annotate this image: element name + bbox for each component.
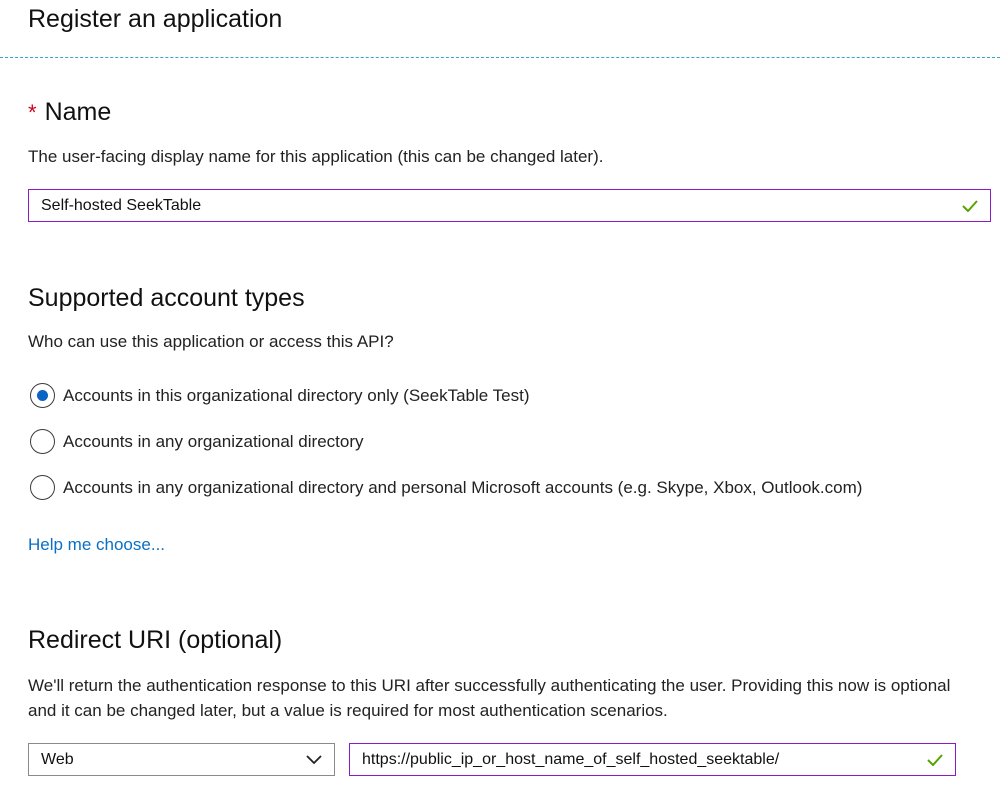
radio-label: Accounts in any organizational directory and personal Microsoft accounts (e.g. Skype, Xbox, Outlook.com)	[63, 477, 863, 497]
radio-button[interactable]	[30, 429, 55, 454]
required-mark: *	[28, 100, 37, 125]
redirect-description: We'll return the authentication response to this URI after successfully authenticating the user. Providing this now is optional and it can be changed later, but a value is required for most authentication scenarios.	[28, 676, 951, 720]
redirect-heading: Redirect URI (optional)	[28, 626, 283, 654]
redirect-uri-input[interactable]	[349, 743, 956, 776]
page-title: Register an application	[28, 5, 283, 33]
platform-select-value: Web	[41, 750, 74, 768]
name-description: The user-facing display name for this application (this can be changed later).	[28, 147, 604, 166]
radio-label: Accounts in this organizational directory only (SeekTable Test)	[63, 385, 530, 405]
radio-option-multi-tenant[interactable]	[30, 429, 364, 454]
name-heading-label: Name	[44, 98, 112, 126]
radio-option-single-tenant[interactable]	[30, 383, 529, 408]
account-types-heading: Supported account types	[28, 284, 305, 312]
help-me-choose-link[interactable]: Help me choose...	[28, 535, 166, 554]
check-icon	[927, 754, 943, 766]
radio-label: Accounts in any organizational directory	[63, 431, 364, 451]
name-input[interactable]	[28, 189, 991, 222]
chevron-down-icon	[306, 755, 322, 765]
check-icon	[962, 200, 978, 212]
radio-button[interactable]	[30, 475, 55, 500]
name-input-value: Self-hosted SeekTable	[41, 196, 202, 214]
radio-button-selected[interactable]	[30, 383, 55, 408]
title-divider	[0, 57, 1000, 58]
name-heading	[28, 97, 111, 128]
radio-option-multi-tenant-personal[interactable]	[30, 475, 862, 500]
redirect-uri-value: https://public_ip_or_host_name_of_self_hosted_seektable/	[362, 750, 780, 768]
radio-dot	[37, 390, 48, 401]
platform-select[interactable]	[28, 743, 335, 776]
account-types-question: Who can use this application or access this API?	[28, 332, 394, 351]
